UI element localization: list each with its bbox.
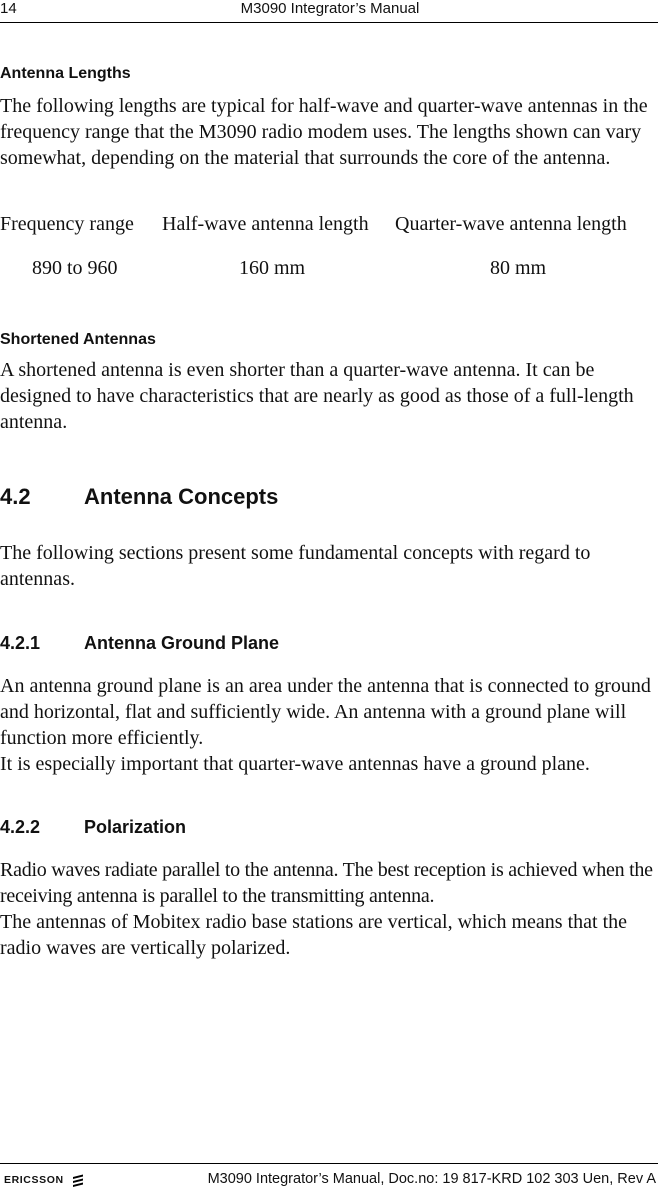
antenna-lengths-heading: Antenna Lengths: [0, 65, 131, 82]
header-rule: [0, 22, 658, 23]
shortened-antennas-heading: Shortened Antennas: [0, 331, 156, 348]
section-title: Antenna Ground Plane: [84, 633, 280, 653]
footer-rule: [0, 1163, 658, 1164]
antenna-length-table: [0, 212, 658, 279]
section-number: 4.2: [0, 484, 31, 509]
polarization-paragraph-1: Radio waves radiate parallel to the antenna. The best reception is achieved when the receiving antenna is parallel to the transmitting antenna.: [0, 859, 653, 907]
section-4-2-heading: [0, 484, 658, 510]
section-4-2-body: [0, 540, 658, 592]
running-title: M3090 Integrator’s Manual: [240, 0, 420, 17]
section-4-2-2-body: [0, 857, 658, 961]
table-header-quarter-wave: Quarter-wave antenna length: [395, 213, 627, 235]
page-header: [0, 0, 660, 25]
section-title: Antenna Concepts: [84, 484, 279, 509]
shortened-antennas-body: [0, 357, 658, 435]
ground-plane-paragraph-2: It is especially important that quarter-wave antennas have a ground plane.: [0, 753, 590, 775]
section-4-2-1-heading: [0, 632, 658, 654]
section-title: Polarization: [84, 817, 187, 837]
shortened-antennas-paragraph: A shortened antenna is even shorter than a quarter-wave antenna. It can be designed to have characteristics that are nearly as good as those of a full-length antenna.: [0, 359, 634, 433]
section-number: 4.2.2: [0, 817, 41, 837]
section-4-2-paragraph: The following sections present some fundamental concepts with regard to antennas.: [0, 542, 591, 590]
table-header-frequency: Frequency range: [0, 213, 134, 235]
section-4-2-2-heading: [0, 816, 658, 838]
polarization-paragraph-2: The antennas of Mobitex radio base stations are vertical, which means that the radio waves are vertically polarized.: [0, 911, 628, 959]
ericsson-logo: [4, 1173, 86, 1187]
section-number: 4.2.1: [0, 633, 41, 653]
ericsson-logo-icon: [70, 1173, 86, 1187]
table-cell-frequency: 890 to 960: [32, 257, 118, 279]
table-cell-quarter-wave: 80 mm: [490, 257, 547, 279]
page-number: 14: [0, 0, 17, 17]
table-cell-half-wave: 160 mm: [239, 257, 306, 279]
section-4-2-1-body: [0, 673, 658, 777]
antenna-lengths-body: [0, 93, 658, 171]
antenna-lengths-paragraph: The following lengths are typical for half-wave and quarter-wave antennas in the frequency range that the M3090 radio modem uses. The lengths shown can vary somewhat, depending on the material that surrounds the core of the antenna.: [0, 95, 648, 169]
table-header-half-wave: Half-wave antenna length: [162, 213, 369, 235]
ground-plane-paragraph-1: An antenna ground plane is an area under the antenna that is connected to ground and horizontal, flat and sufficiently wide. An antenna with a ground plane will function more efficiently.: [0, 675, 651, 749]
logo-text: ERICSSON: [4, 1174, 64, 1186]
antenna-lengths-section: [0, 64, 658, 84]
shortened-antennas-section: [0, 330, 658, 350]
footer-document-info: M3090 Integrator’s Manual, Doc.no: 19 817-KRD 102 303 Uen, Rev A: [207, 1171, 656, 1187]
